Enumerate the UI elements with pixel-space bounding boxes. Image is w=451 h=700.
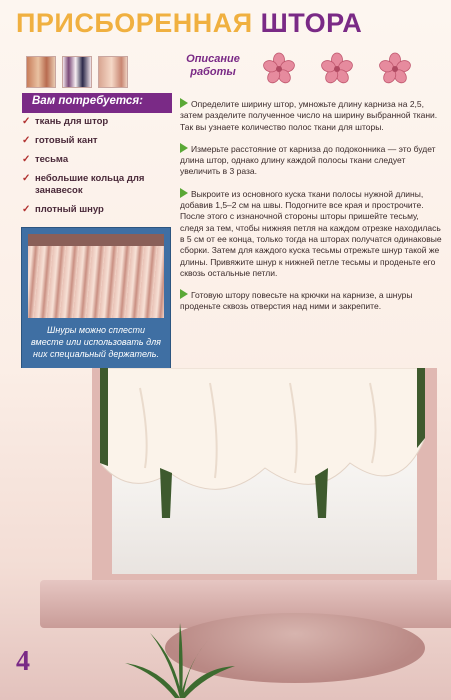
tip-box — [22, 228, 170, 368]
arrow-icon — [180, 98, 188, 108]
title-word-2: ШТОРА — [260, 8, 363, 38]
flower-icon — [378, 52, 412, 86]
step-text: Готовую штору повесьте на крючки на карнизе, а шнуры проденьте сквозь отверстия над ними и закрепите. — [180, 290, 413, 312]
thumbnail-fabric-1 — [26, 56, 56, 88]
tip-caption: Шнуры можно сплести вместе или использовать для них специальный держатель. — [31, 325, 161, 359]
arrow-icon — [180, 188, 188, 198]
instruction-step — [180, 289, 442, 313]
page-title — [16, 8, 362, 39]
arrow-icon — [180, 143, 188, 153]
flower-icon — [262, 52, 296, 86]
materials-item: ✓ тесьма — [22, 154, 172, 166]
window-scene-photo — [0, 368, 451, 700]
arrow-icon — [180, 289, 188, 299]
instruction-step — [180, 98, 442, 133]
instruction-step — [180, 188, 442, 279]
gathered-curtain — [100, 368, 425, 518]
instruction-steps — [180, 98, 442, 323]
materials-item: ✓ готовый кант — [22, 135, 172, 147]
materials-item: ✓ небольшие кольца для занавесок — [22, 173, 172, 197]
materials-item: ✓ ткань для штор — [22, 116, 172, 128]
step-text: Выкроите из основного куска ткани полосы нужной длины, добавив 1,5–2 см на швы. Подогните все края и прострочите. После этого с изнаночной стороны шторы пришейте тесьму, следя за тем, чтобы нижняя петля на каждом отрезке находилась в 5 см от ее конца, только тогда на шторах получатся одинаковые сборки. Затем для каждого куска тесьмы отрежьте шнур такой же длины. Привяжите шнур к нижней петле тесьмы и проденьте его сквозь остальные петли. — [180, 188, 442, 278]
thumbnail-fabric-2 — [62, 56, 92, 88]
instruction-step — [180, 143, 442, 178]
description-heading — [183, 53, 243, 79]
step-text: Измерьте расстояние от карниза до подоконника — это будет длина штор, однако длину каждой полосы ткани следует увеличить в 3 раза. — [180, 143, 436, 177]
thumbnail-fabric-3 — [98, 56, 128, 88]
step-text: Определите ширину штор, умножьте длину карниза на 2,5, затем разделите полученное число на ширину выбранной ткани. Так вы узнаете количество полос ткани для шторы. — [180, 99, 438, 132]
materials-list — [22, 116, 172, 223]
curtain-photo — [28, 234, 164, 318]
description-heading-line-2: работы — [190, 66, 236, 78]
materials-item: ✓ плотный шнур — [22, 204, 172, 216]
title-word-1: ПРИСБОРЕННАЯ — [16, 8, 253, 38]
description-heading-line-1: Описание — [186, 53, 240, 65]
page-number: 4 — [16, 646, 30, 677]
flower-icon — [320, 52, 354, 86]
materials-heading: Вам потребуется: — [22, 93, 172, 113]
plant-icon — [120, 618, 240, 700]
thumbnail-strip — [26, 56, 128, 88]
flower-decoration — [262, 52, 412, 86]
